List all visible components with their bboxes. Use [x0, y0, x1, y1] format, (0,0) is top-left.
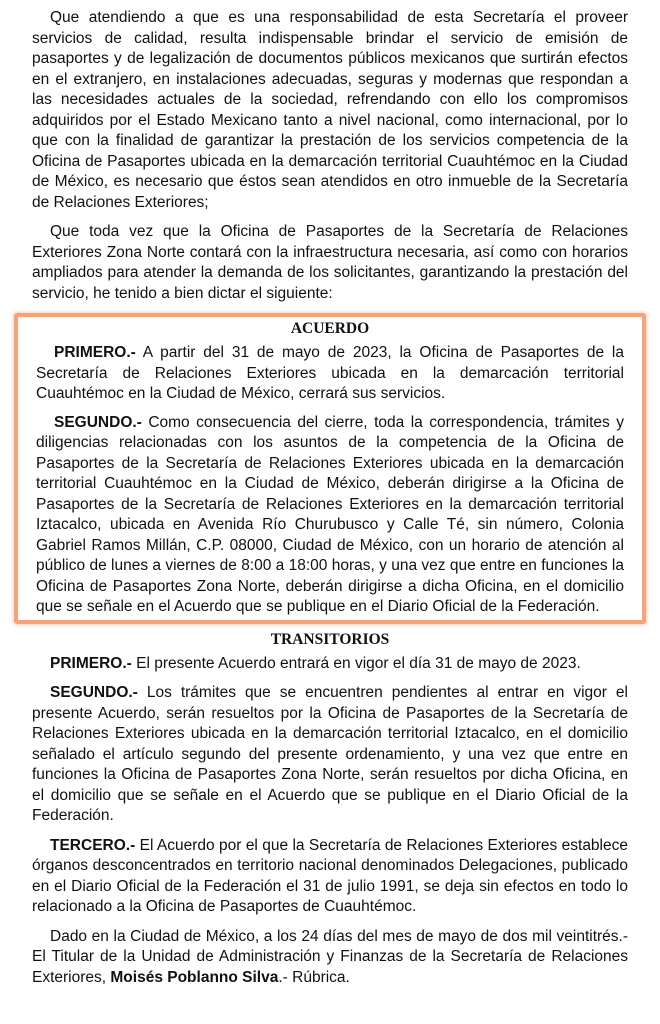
- considerando-paragraph-1: Que atendiendo a que es una responsabilidad de esta Secretaría el proveer servicios de calidad, resulta indispensable brindar el servicio de emisión de pasaportes y de legalización de documentos públicos mexicanos que surtirán efectos en el extranjero, en instalaciones adecuadas, seguras y modernas que respondan a las necesidades actuales de la sociedad, refrendando con ello los compromisos adquiridos por el Estado Mexicano tanto a nivel nacional, como internacional, por lo que con la finalidad de garantizar la prestación de los servicios competencia de la Oficina de Pasaportes ubicada en la demarcación territorial Cuauhtémoc en la Ciudad de México, es necesario que éstos sean atendidos en otro inmueble de la Secretaría de Relaciones Exteriores;: [32, 9, 628, 211]
- transitorio-tercero-label: TERCERO.-: [50, 836, 136, 854]
- closing-suffix: .- Rúbrica.: [278, 968, 350, 986]
- acuerdo-heading: ACUERDO: [290, 320, 370, 337]
- acuerdo-primero: [36, 343, 624, 405]
- acuerdo-segundo-label: SEGUNDO.-: [54, 413, 142, 431]
- signer-name: Moisés Poblanno Silva: [110, 968, 279, 986]
- acuerdo-primero-label: PRIMERO.-: [54, 344, 136, 361]
- acuerdo-segundo: [36, 413, 624, 618]
- closing-paragraph: [32, 927, 628, 989]
- considerando-paragraph-2: Que toda vez que la Oficina de Pasaportes de la Secretaría de Relaciones Exteriores Zona Norte contará con la infraestructura necesaria, así como con horarios ampliados para atender la demanda de los solicitantes, garantizando la prestación del servicio, he tenido a bien dictar el siguiente:: [32, 223, 628, 302]
- closing-text: Dado en la Ciudad de México, a los 24 días del mes de mayo de dos mil veintitrés.- El Titular de la Unidad de Administración y Finanzas de la Secretaría de Relaciones Exteriores,: [32, 927, 628, 986]
- transitorio-primero-text: El presente Acuerdo entrará en vigor el día 31 de mayo de 2023.: [131, 654, 581, 672]
- transitorio-segundo-label: SEGUNDO.-: [50, 684, 138, 701]
- transitorio-segundo: [32, 683, 628, 827]
- transitorio-segundo-text: Los trámites que se encuentren pendientes al entrar en vigor el presente Acuerdo, serán resueltos por la Oficina de Pasaportes de la Secretaría de Relaciones Exteriores ubicada en la demarcación territorial Iztacalco, en el domicilio señalado el artículo segundo del presente ordenamiento, y una vez que entre en funciones la Oficina de Pasaportes Zona Norte, serán resueltos por dicha Oficina, en el domicilio que se señale en el Acuerdo que se publique en el Diario Oficial de la Federación.: [32, 684, 628, 824]
- transitorio-tercero: [32, 836, 628, 918]
- transitorio-primero: [32, 654, 628, 675]
- document-page: [32, 8, 628, 997]
- acuerdo-segundo-text: Como consecuencia del cierre, toda la correspondencia, trámites y diligencias relacionadas con los asuntos de la competencia de la Oficina de Pasaportes de la Secretaría de Relaciones Exteriores ubicada en la demarcación territorial Cuauhtémoc en la Ciudad de México, deberán dirigirse a la Oficina de Pasaportes de la Secretaría de Relaciones Exteriores en la demarcación territorial Iztacalco, ubicada en Avenida Río Churubusco y Calle Té, sin número, Colonia Gabriel Ramos Millán, C.P. 08000, Ciudad de México, con un horario de atención al público de lunes a viernes de 8:00 a 18:00 horas, y una vez que entre en funciones la Oficina de Pasaportes Zona Norte, deberán dirigirse a dicha Oficina, en el domicilio que se señale en el Acuerdo que se publique en el Diario Oficial de la Federación.: [36, 413, 624, 615]
- transitorio-tercero-text: El Acuerdo por el que la Secretaría de Relaciones Exteriores establece órganos desconcentrados en territorio nacional denominados Delegaciones, publicado en el Diario Oficial de la Federación el 31 de julio 1991, se deja sin efectos en todo lo relacionado a la Oficina de Pasaportes de Cuauhtémoc.: [32, 836, 628, 915]
- acuerdo-highlight-box: [14, 313, 646, 624]
- transitorios-heading: TRANSITORIOS: [270, 630, 390, 648]
- acuerdo-primero-text: A partir del 31 de mayo de 2023, la Oficina de Pasaportes de la Secretaría de Relaciones Exteriores ubicada en la demarcación territorial Cuauhtémoc en la Ciudad de México, cerrará sus servicios.: [36, 344, 624, 402]
- transitorio-primero-label: PRIMERO.-: [50, 654, 132, 672]
